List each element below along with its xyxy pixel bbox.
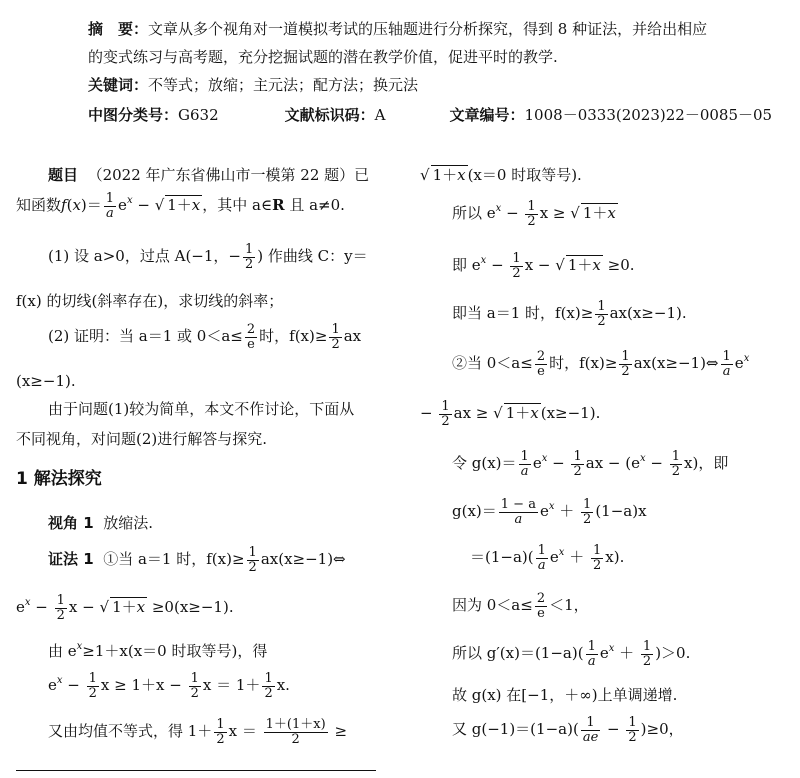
abstract-text-1: 文章从多个视角对一道模拟考试的压轴题进行分析探究，得到 8 种证法，并给出相应 bbox=[148, 20, 708, 38]
keywords-label: 关键词： bbox=[88, 76, 149, 94]
proof-1-line-5: 又由均值不等式，得 1＋ $\frac{1}{2}$ x ＝ $\frac{1+(1+x)}{2}$ ≥ bbox=[48, 717, 348, 747]
right-line-3: 即 $e^x$ − $\frac{1}{2}$ x − √ 1＋x ≥0. bbox=[452, 251, 635, 281]
article-number-label: 文章编号： bbox=[449, 106, 525, 124]
abstract-line-1 bbox=[88, 18, 707, 39]
proof-1-line-2: $e^x$ − $\frac{1}{2}$ x − √ 1＋x ≥0(x≥−1). bbox=[16, 593, 234, 623]
question-1-line-2: f(x) 的切线(斜率存在)，求切线的斜率； bbox=[16, 292, 284, 310]
proof-1-line-4: $e^x$ − $\frac{1}{2}$ x ≥ 1＋x − $\frac{1}{2}$ x ＝ 1＋ $\frac{1}{2}$ x. bbox=[48, 671, 290, 701]
keywords-text: 不等式；放缩；主元法；配方法；换元法 bbox=[148, 76, 419, 94]
problem-line-1 bbox=[48, 164, 369, 185]
question-1-line-1: (1) 设 a>0，过点 A(−1，− $\frac{1}{2}$ ) 作曲线 C：y＝ bbox=[48, 242, 368, 272]
clc-label: 中图分类号： bbox=[88, 106, 179, 124]
view-1-label: 视角 1 bbox=[48, 514, 94, 532]
problem-line-2: 知函数f(x)＝ $\frac{1}{a}$ $e^x$ − √ 1＋x ，其中 a∈R 且 a≠0. bbox=[16, 191, 345, 221]
right-line-13: 又 g(−1)＝(1−a)( $\frac{1}{ae}$ − $\frac{1}{2}$ )≥0， bbox=[452, 715, 684, 745]
problem-source: （2022 年广东省佛山市一模第 22 题）已 bbox=[87, 166, 370, 184]
abstract-line-2: 的变式练习与高考题，充分挖掘试题的潜在教学价值，促进平时的教学. bbox=[88, 48, 558, 66]
right-line-9: ＝(1−a)( $\frac{1}{a}$ $e^x$ ＋ $\frac{1}{2}$ x). bbox=[470, 543, 625, 573]
right-line-10: 因为 0＜a≤ $\frac{2}{e}$ ＜1， bbox=[452, 591, 589, 621]
footnote-rule bbox=[16, 770, 376, 771]
keywords-line bbox=[88, 74, 418, 95]
abstract-label: 摘 要： bbox=[88, 20, 149, 38]
right-line-6: − $\frac{1}{2}$ ax ≥ √ 1＋x (x≥−1). bbox=[420, 399, 601, 429]
doc-code-value: A bbox=[374, 106, 386, 124]
question-2-line-1: (2) 证明：当 a＝1 或 0＜a≤ $\frac{2}{e}$ 时，f(x)≥ $\frac{1}{2}$ ax bbox=[48, 322, 362, 352]
problem-label: 题目 bbox=[48, 166, 79, 184]
right-line-5: ②当 0＜a≤ $\frac{2}{e}$ 时，f(x)≥ $\frac{1}{2}$ ax(x≥−1)⇔ $\frac{1}{a}$ $e^x$ bbox=[452, 349, 750, 379]
proof-1-label: 证法 1 bbox=[48, 550, 94, 569]
classification-line bbox=[88, 104, 772, 125]
right-line-8: g(x)＝ $\frac{1 - a}{a}$ $e^x$ ＋ $\frac{1}{2}$ (1−a)x bbox=[452, 497, 647, 527]
right-line-1: √ 1＋x (x＝0 时取等号). bbox=[420, 166, 582, 184]
question-2-line-2: (x≥−1). bbox=[16, 372, 76, 390]
right-line-11: 所以 g′(x)＝(1−a)( $\frac{1}{a}$ $e^x$ ＋ $\frac{1}{2}$ )＞0. bbox=[452, 639, 691, 669]
clc-value: G632 bbox=[178, 106, 219, 124]
article-number-value: 1008－0333(2023)22－0085－05 bbox=[524, 106, 773, 124]
intro-line-1: 由于问题(1)较为简单，本文不作讨论，下面从 bbox=[48, 400, 355, 418]
proof-1-line-1: 证法 1 ①当 a＝1 时，f(x)≥ $\frac{1}{2}$ ax(x≥−1)⇔ bbox=[48, 545, 346, 575]
proof-1-line-3: 由 $e^x\ge 1+x(x=0$ 时取等号)，得 bbox=[48, 641, 268, 660]
section-title: 1 解法探究 bbox=[16, 469, 102, 489]
right-line-12: 故 g(x) 在[−1，＋∞)上单调递增. bbox=[452, 686, 678, 704]
right-line-2: 所以 $e^x$ − $\frac{1}{2}$ x ≥ √ 1＋x bbox=[452, 199, 616, 229]
doc-code-label: 文献标识码： bbox=[284, 106, 375, 124]
right-line-4: 即当 a＝1 时，f(x)≥ $\frac{1}{2}$ ax(x≥−1). bbox=[452, 299, 687, 329]
view-1-line: 视角 1 放缩法. bbox=[48, 514, 153, 532]
right-line-7: 令 g(x)＝ $\frac{1}{a}$ $e^x$ − $\frac{1}{2}$ ax − ($e^x$ − $\frac{1}{2}$ x)，即 bbox=[452, 449, 729, 479]
intro-line-2: 不同视角，对问题(2)进行解答与探究. bbox=[16, 430, 268, 448]
